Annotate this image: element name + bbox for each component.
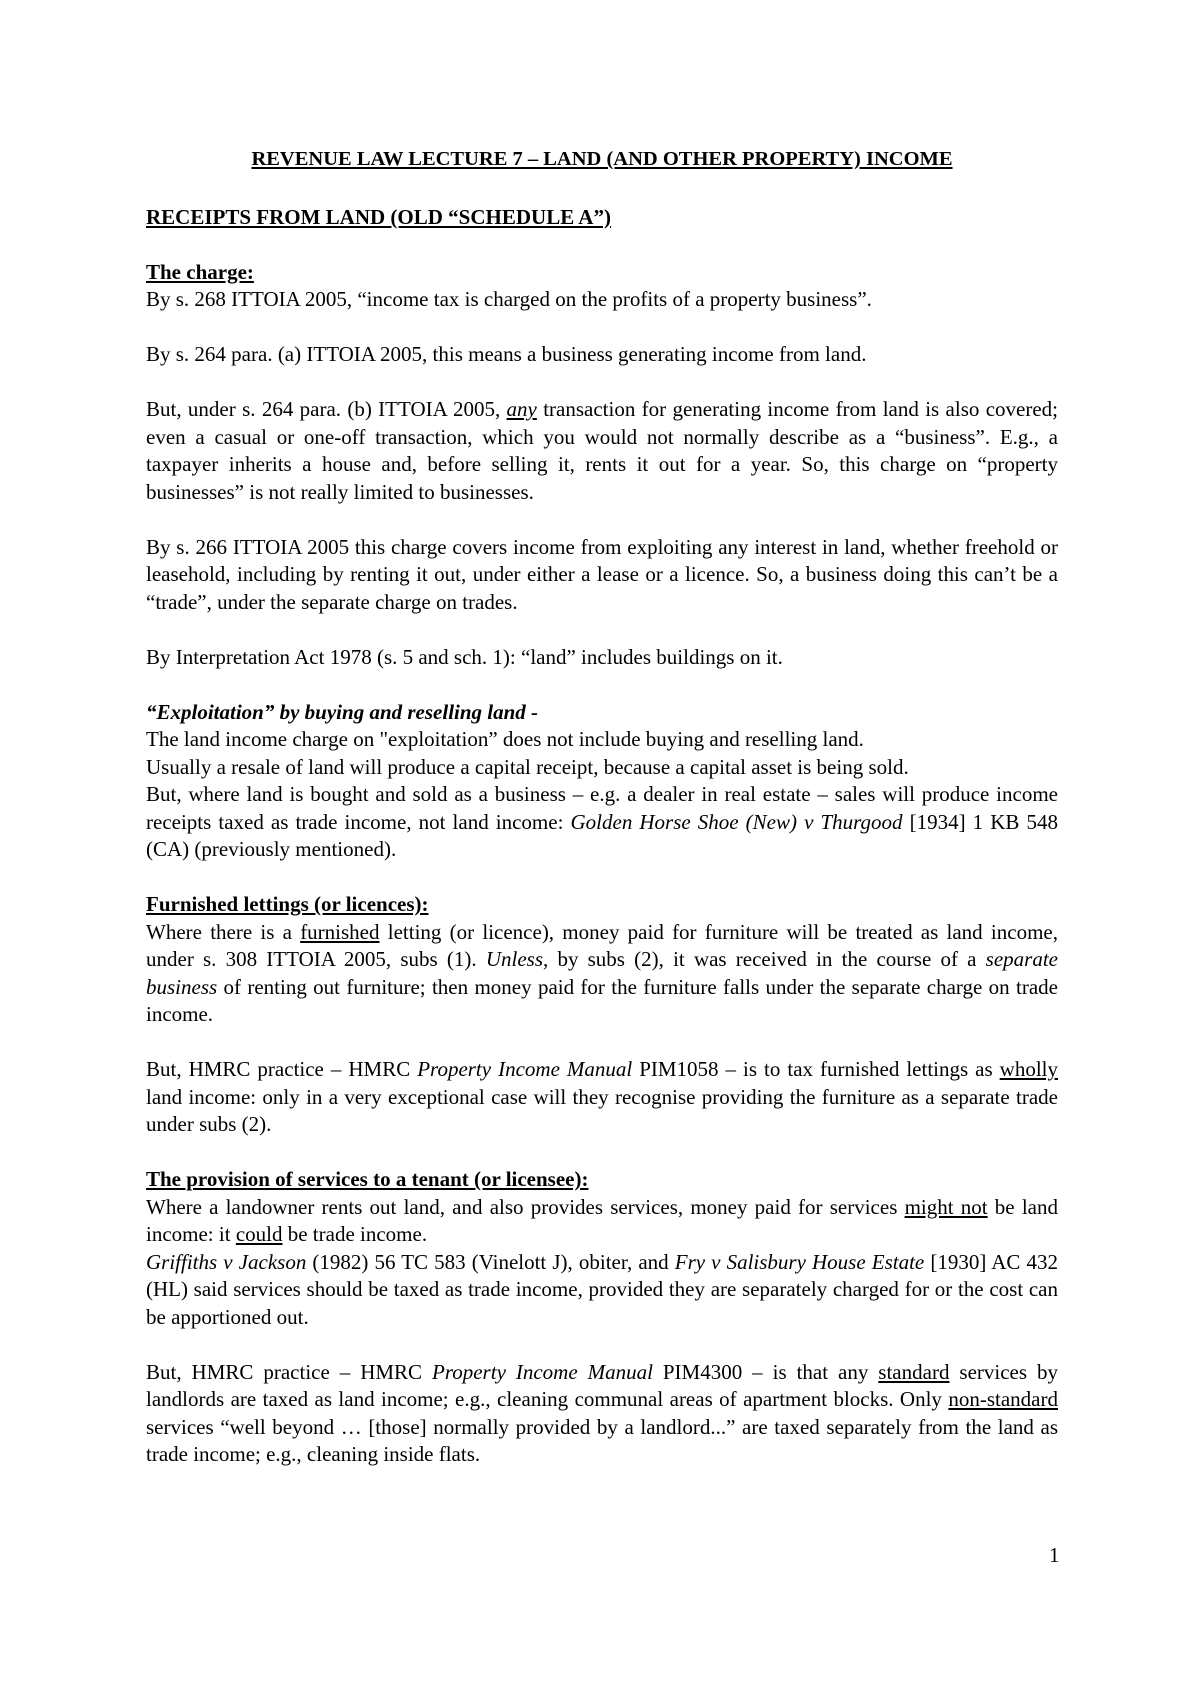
emphasis-furnished: furnished — [300, 919, 380, 944]
emphasis-unless: Unless — [485, 947, 543, 971]
page-number: 1 — [1049, 1543, 1060, 1567]
paragraph-charge-3: But, under s. 264 para. (b) ITTOIA 2005, any transaction for generating income from land is also covered; even a casual or one-off transaction, which you would not normally describe as a “business”. E.g., a taxpayer inherits a house and, before selling it, rents it out for a year. So, this charge on “property businesses” is not really limited to businesses. — [146, 397, 1058, 504]
paragraph-charge-2: By s. 264 para. (a) ITTOIA 2005, this means a business generating income from land. — [146, 342, 867, 366]
emphasis-any: any — [506, 397, 537, 421]
emphasis-standard: standard — [878, 1359, 950, 1384]
heading-provision-of-services: The provision of services to a tenant (or licensee): — [146, 1167, 589, 1191]
manual-name: Property Income Manual — [432, 1359, 653, 1384]
section-exploitation — [146, 699, 1058, 864]
case-name: Golden Horse Shoe (New) v Thurgood — [570, 809, 903, 834]
paragraph-furnished-1: Where there is a furnished letting (or licence), money paid for furniture will be treated as land income, under s. 308 ITTOIA 2005, subs (1). Unless, by subs (2), it was received in the course of a separate business of renting out furniture; then money paid for the furniture falls under the separate charge on trade income. — [146, 919, 1058, 1026]
case-name: Fry v Salisbury House Estate — [674, 1249, 925, 1274]
document-body — [146, 146, 1058, 1496]
exploitation-line-1: The land income charge on "exploitation” does not include buying and reselling land. — [146, 727, 864, 751]
paragraph-charge-5: By Interpretation Act 1978 (s. 5 and sch. 1): “land” includes buildings on it. — [146, 644, 783, 669]
heading-the-charge: The charge: — [146, 259, 254, 284]
case-name: Griffiths v Jackson — [146, 1249, 307, 1274]
heading-exploitation: “Exploitation” by buying and reselling land - — [146, 699, 539, 724]
paragraph-charge-1: By s. 268 ITTOIA 2005, “income tax is charged on the profits of a property business”. — [146, 287, 872, 311]
emphasis-might-not: might not — [904, 1194, 988, 1219]
paragraph-services-3: But, HMRC practice – HMRC Property Income Manual PIM4300 – is that any standard services by landlords are taxed as land income; e.g., cleaning communal areas of apartment blocks. Only non-standard services “well beyond … [those] normally provided by a landlord...” are taxed separately from the land as trade income; e.g., cleaning inside flats. — [146, 1359, 1058, 1466]
emphasis-separate-business: separate business — [146, 947, 1058, 999]
section-services — [146, 1194, 1058, 1332]
paragraph-charge-4: By s. 266 ITTOIA 2005 this charge covers income from exploiting any interest in land, whether freehold or leasehold, including by renting it out, under either a lease or a licence. So, a business doing this can’t be a “trade”, under the separate charge on trades. — [146, 534, 1058, 614]
paragraph-services-2: Griffiths v Jackson (1982) 56 TC 583 (Vinelott J), obiter, and Fry v Salisbury House Estate [1930] AC 432 (HL) said services should be taxed as trade income, provided they are separately charged for or the cost can be apportioned out. — [146, 1249, 1059, 1329]
manual-name: Property Income Manual — [417, 1057, 633, 1081]
exploitation-line-2: Usually a resale of land will produce a capital receipt, because a capital asset is being sold. — [146, 754, 909, 779]
document-title: REVENUE LAW LECTURE 7 – LAND (AND OTHER PROPERTY) INCOME — [251, 148, 953, 170]
paragraph-services-1: Where a landowner rents out land, and also provides services, money paid for services might not be land income: it could be trade income. — [146, 1194, 1058, 1246]
emphasis-could: could — [235, 1222, 283, 1246]
emphasis-non-standard: non-standard — [948, 1387, 1058, 1411]
exploitation-line-3: But, where land is bought and sold as a business – e.g. a dealer in real estate – sales will produce income receipts taxed as trade income, not land income: Golden Horse Shoe (New) v Thurgood [1934] 1 KB 548 (CA) (previously mentioned). — [146, 782, 1058, 861]
paragraph-furnished-2: But, HMRC practice – HMRC Property Income Manual PIM1058 – is to tax furnished lettings as wholly land income: only in a very exceptional case will they recognise providing the furniture as a separate trade under subs (2). — [146, 1057, 1058, 1136]
heading-furnished-lettings: Furnished lettings (or licences): — [146, 892, 429, 916]
section-heading-receipts: RECEIPTS FROM LAND (OLD “SCHEDULE A”) — [146, 204, 611, 229]
emphasis-wholly: wholly — [999, 1057, 1058, 1081]
